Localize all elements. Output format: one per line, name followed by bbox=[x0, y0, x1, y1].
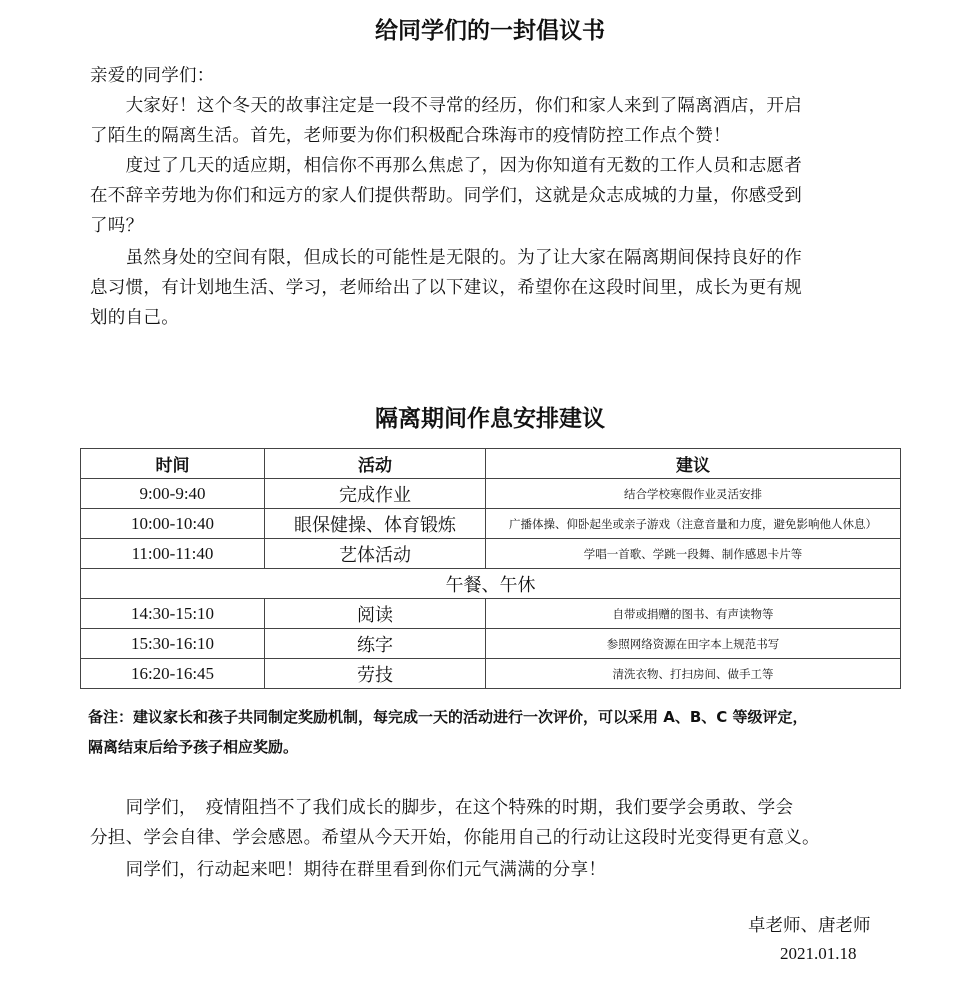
time-cell: 9:00-9:40 bbox=[81, 479, 265, 509]
advice-cell: 清洗衣物、打扫房间、做手工等 bbox=[486, 659, 901, 689]
advice-cell: 结合学校寒假作业灵活安排 bbox=[486, 479, 901, 509]
schedule-title: 隔离期间作息安排建议 bbox=[375, 406, 605, 432]
closing-line: 同学们，行动起来吧！期待在群里看到你们元气满满的分享！ bbox=[90, 860, 607, 880]
time-cell: 10:00-10:40 bbox=[81, 509, 265, 539]
time-cell: 16:20-16:45 bbox=[81, 659, 265, 689]
intro-line: 大家好！这个冬天的故事注定是一段不寻常的经历，你们和家人来到了隔离酒店，开启 bbox=[90, 96, 802, 116]
intro-line: 划的自己。 bbox=[90, 308, 179, 328]
schedule-table bbox=[80, 448, 901, 689]
signature: 卓老师、唐老师 bbox=[748, 916, 871, 936]
greeting: 亲爱的同学们： bbox=[90, 66, 215, 86]
time-cell: 11:00-11:40 bbox=[81, 539, 265, 569]
header-advice: 建议 bbox=[486, 449, 901, 479]
closing-line: 同学们， 疫情阻挡不了我们成长的脚步，在这个特殊的时期，我们要学会勇敢、学会 bbox=[90, 798, 794, 818]
merged-cell: 午餐、午休 bbox=[81, 569, 901, 599]
header-time: 时间 bbox=[81, 449, 265, 479]
table-row bbox=[81, 599, 901, 629]
advice-cell: 广播体操、仰卧起坐或亲子游戏（注意音量和力度，避免影响他人休息） bbox=[486, 509, 901, 539]
advice-cell: 学唱一首歌、学跳一段舞、制作感恩卡片等 bbox=[486, 539, 901, 569]
activity-cell: 练字 bbox=[265, 629, 486, 659]
table-row bbox=[81, 629, 901, 659]
note-line-2: 隔离结束后给予孩子相应奖励。 bbox=[88, 738, 299, 756]
activity-cell: 艺体活动 bbox=[265, 539, 486, 569]
table-row bbox=[81, 659, 901, 689]
intro-line: 了陌生的隔离生活。首先，老师要为你们积极配合珠海市的疫情防控工作点个赞！ bbox=[90, 126, 731, 146]
table-row bbox=[81, 479, 901, 509]
table-row bbox=[81, 509, 901, 539]
intro-line: 了吗？ bbox=[90, 216, 144, 236]
closing-line: 分担、学会自律、学会感恩。希望从今天开始，你能用自己的行动让这段时光变得更有意义。 bbox=[90, 828, 820, 848]
table-row bbox=[81, 569, 901, 599]
time-cell: 14:30-15:10 bbox=[81, 599, 265, 629]
time-cell: 15:30-16:10 bbox=[81, 629, 265, 659]
date: 2021.01.18 bbox=[780, 944, 857, 963]
advice-cell: 参照网络资源在田字本上规范书写 bbox=[486, 629, 901, 659]
advice-cell: 自带或捐赠的图书、有声读物等 bbox=[486, 599, 901, 629]
intro-line: 息习惯，有计划地生活、学习，老师给出了以下建议，希望你在这段时间里，成长为更有规 bbox=[90, 278, 802, 298]
intro-line: 在不辞辛劳地为你们和远方的家人们提供帮助。同学们，这就是众志成城的力量，你感受到 bbox=[90, 186, 802, 206]
page-title: 给同学们的一封倡议书 bbox=[375, 18, 605, 44]
activity-cell: 劳技 bbox=[265, 659, 486, 689]
activity-cell: 阅读 bbox=[265, 599, 486, 629]
note-line-1: 备注：建议家长和孩子共同制定奖励机制，每完成一天的活动进行一次评价，可以采用 A、B、C 等级评定， bbox=[88, 708, 808, 726]
header-activity: 活动 bbox=[265, 449, 486, 479]
activity-cell: 完成作业 bbox=[265, 479, 486, 509]
intro-line: 虽然身处的空间有限，但成长的可能性是无限的。为了让大家在隔离期间保持良好的作 bbox=[90, 248, 802, 268]
table-row bbox=[81, 539, 901, 569]
intro-line: 度过了几天的适应期，相信你不再那么焦虑了，因为你知道有无数的工作人员和志愿者 bbox=[90, 156, 802, 176]
activity-cell: 眼保健操、体育锻炼 bbox=[265, 509, 486, 539]
